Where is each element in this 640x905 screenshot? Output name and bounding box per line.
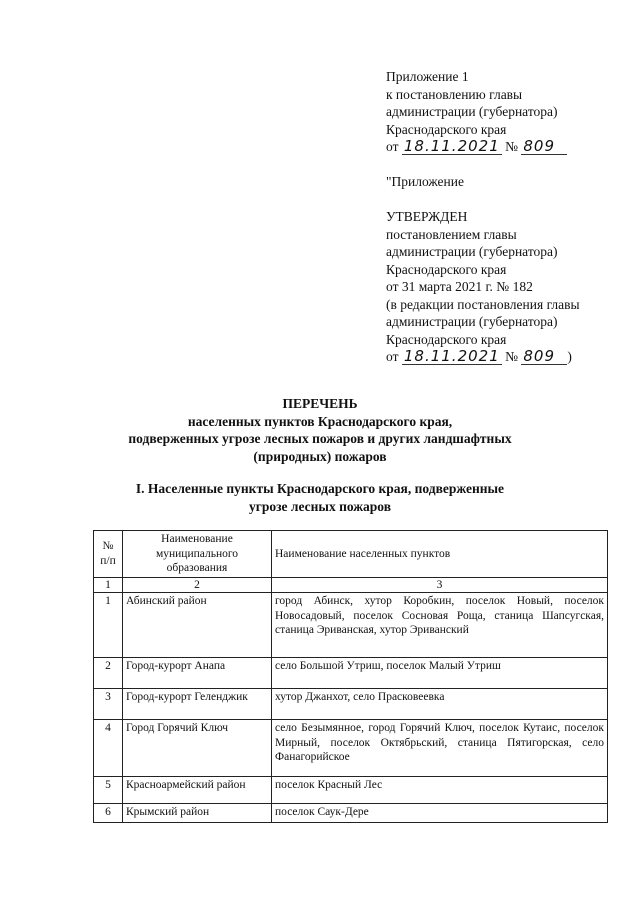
row-district: Город-курорт Анапа [123,658,272,689]
settlements-table [93,530,608,823]
number-symbol: № [505,139,519,154]
row-number: 4 [94,720,123,777]
row-district: Абинский район [123,593,272,658]
table-row [94,777,608,804]
appendix-line: Краснодарского края [386,121,507,137]
row-number: 5 [94,777,123,804]
handwritten-date: 18.11.2021 [403,137,500,155]
approved-line: (в редакции постановления главы [386,296,580,312]
from-prefix: от [386,139,399,154]
approved-date-line [386,348,626,366]
appendix-line: Приложение 1 [386,69,469,84]
header-district: Наименование муниципального образования [123,531,272,578]
row-settlements: село Безымянное, город Горячий Ключ, поселок Кутаис, поселок Мирный, поселок Октябрьский, станица Пятигорская, село Фанагорийское [272,720,608,777]
approved-line: Краснодарского края [386,261,507,277]
appendix-line: администрации (губернатора) [386,104,558,119]
quote-title: "Приложение [386,174,464,189]
section-heading [0,480,640,515]
table-row [94,720,608,777]
header-settlements: Наименование населенных пунктов [272,531,608,578]
title-line: населенных пунктов Краснодарского края, [187,413,453,429]
title-line: подверженных угрозе лесных пожаров и других ландшафтных [128,431,512,446]
row-number: 2 [94,658,123,689]
table-row [94,658,608,689]
table-row [94,593,608,658]
number-symbol: № [505,349,519,364]
row-settlements: хутор Джанхот, село Прасковеевка [272,689,608,720]
appendix-header [386,68,626,366]
row-district: Крымский район [123,804,272,823]
table-row [94,804,608,823]
approved-line: администрации (губернатора) [386,244,558,259]
row-settlements: поселок Саук-Дере [272,804,608,823]
header-number: № п/п [94,531,123,578]
approved-line: Краснодарского края [386,331,507,347]
row-district: Город-курорт Геленджик [123,689,272,720]
handwritten-number: 809 [521,139,567,155]
row-number: 6 [94,804,123,823]
approved-line: от 31 марта 2021 г. № 182 [386,279,533,294]
approved-line: УТВЕРЖДЕН [386,209,468,224]
approved-line: постановлением главы [386,226,517,242]
row-settlements: город Абинск, хутор Коробкин, поселок Новый, поселок Новосадовый, поселок Сосновая Роща, станица Шапсугская, станица Эриванская, хутор Эриванский [272,593,608,658]
close-paren: ) [567,349,572,364]
approved-line: администрации (губернатора) [386,314,558,329]
section-line: угрозе лесных пожаров [248,498,392,514]
appendix-line: к постановлению главы [386,86,523,102]
title-line: ПЕРЕЧЕНЬ [282,396,358,411]
row-number: 3 [94,689,123,720]
row-settlements: село Большой Утриш, поселок Малый Утриш [272,658,608,689]
handwritten-date: 18.11.2021 [403,347,500,365]
column-number: 2 [123,577,272,593]
title-line: (природных) пожаров [253,448,387,464]
table-header-row [94,531,608,578]
column-number: 3 [272,577,608,593]
appendix-date-line [386,138,626,156]
row-number: 1 [94,593,123,658]
column-number: 1 [94,577,123,593]
column-number-row [94,577,608,593]
row-district: Город Горячий Ключ [123,720,272,777]
handwritten-number: 809 [521,349,567,365]
row-district: Красноармейский район [123,777,272,804]
table-row [94,689,608,720]
row-settlements: поселок Красный Лес [272,777,608,804]
from-prefix: от [386,349,399,364]
document-title [0,395,640,465]
section-line: I. Населенные пункты Краснодарского края, подверженные [135,481,505,496]
